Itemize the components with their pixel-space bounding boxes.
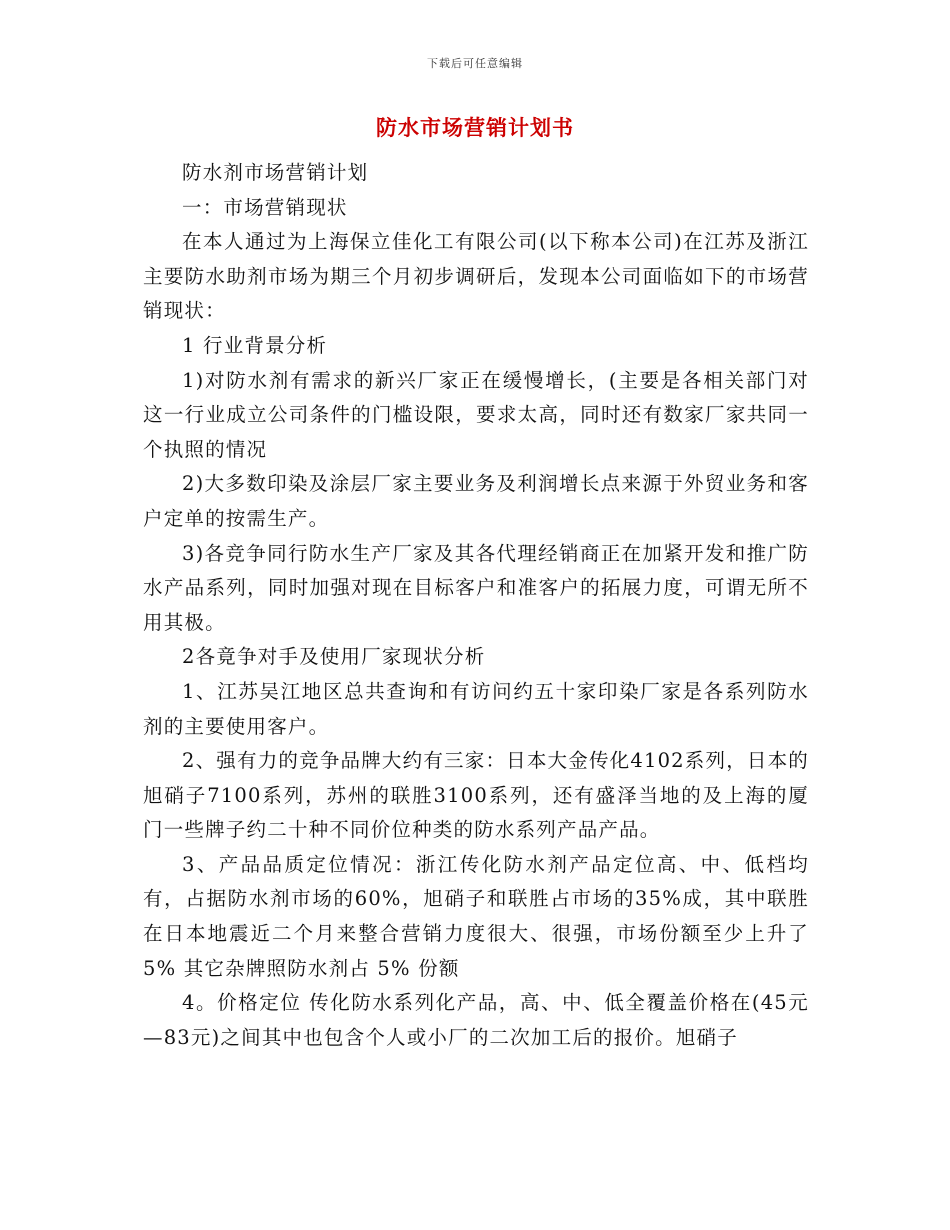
paragraph-section-heading: 一：市场营销现状 [182, 195, 348, 219]
paragraph-subheading-competitors: 2各竟争对手及使用厂家现状分析 [182, 645, 486, 669]
paragraph-item: 1、江苏吴江地区总共查询和有访问约五十家印染厂家是各系列防水剂的主要使用客户。 [143, 679, 809, 738]
document-body [143, 156, 809, 1055]
paragraph-intro: 在本人通过为上海保立佳化工有限公司(以下称本公司)在江苏及浙江主要防水助剂市场为期三个月初步调研后，发现本公司面临如下的市场营销现状： [143, 230, 809, 323]
paragraph-item: 4。价格定位 传化防水系列化产品，高、中、低全覆盖价格在(45元—83元)之间其中也包含个人或小厂的二次加工后的报价。旭硝子 [143, 991, 809, 1049]
paragraph-item: 3、产品品质定位情况：浙江传化防水剂产品定位高、中、低档均有，占据防水剂市场的60%，旭硝子和联胜占市场的35%成，其中联胜在日本地震近二个月来整合营销力度很大、很强，市场份额至少上升了5% 其它杂牌照防水剂占 5% 份额 [143, 852, 809, 980]
paragraph-subtitle: 防水剂市场营销计划 [182, 161, 369, 184]
document-title: 防水市场营销计划书 [376, 115, 574, 140]
paragraph-item: 3)各竞争同行防水生产厂家及其各代理经销商正在加紧开发和推广防水产品系列，同时加强对现在目标客户和准客户的拓展力度，可谓无所不用其极。 [143, 541, 809, 634]
paragraph-item: 1)对防水剂有需求的新兴厂家正在缓慢增长，(主要是各相关部门对这一行业成立公司条件的门槛设限，要求太高，同时还有数家厂家共同一个执照的情况 [143, 368, 809, 461]
header-note: 下载后可任意编辑 [427, 57, 523, 70]
paragraph-item: 2、强有力的竞争品牌大约有三家：日本大金传化4102系列，日本的旭硝子7100系列，苏州的联胜3100系列，还有盛泽当地的及上海的厦门一些牌子约二十种不同价位种类的防水系列产品产品。 [143, 749, 809, 842]
paragraph-item: 2)大多数印染及涂层厂家主要业务及利润增长点来源于外贸业务和客户定单的按需生产。 [143, 472, 809, 530]
paragraph-subheading-industry: 1 行业背景分析 [182, 333, 328, 357]
